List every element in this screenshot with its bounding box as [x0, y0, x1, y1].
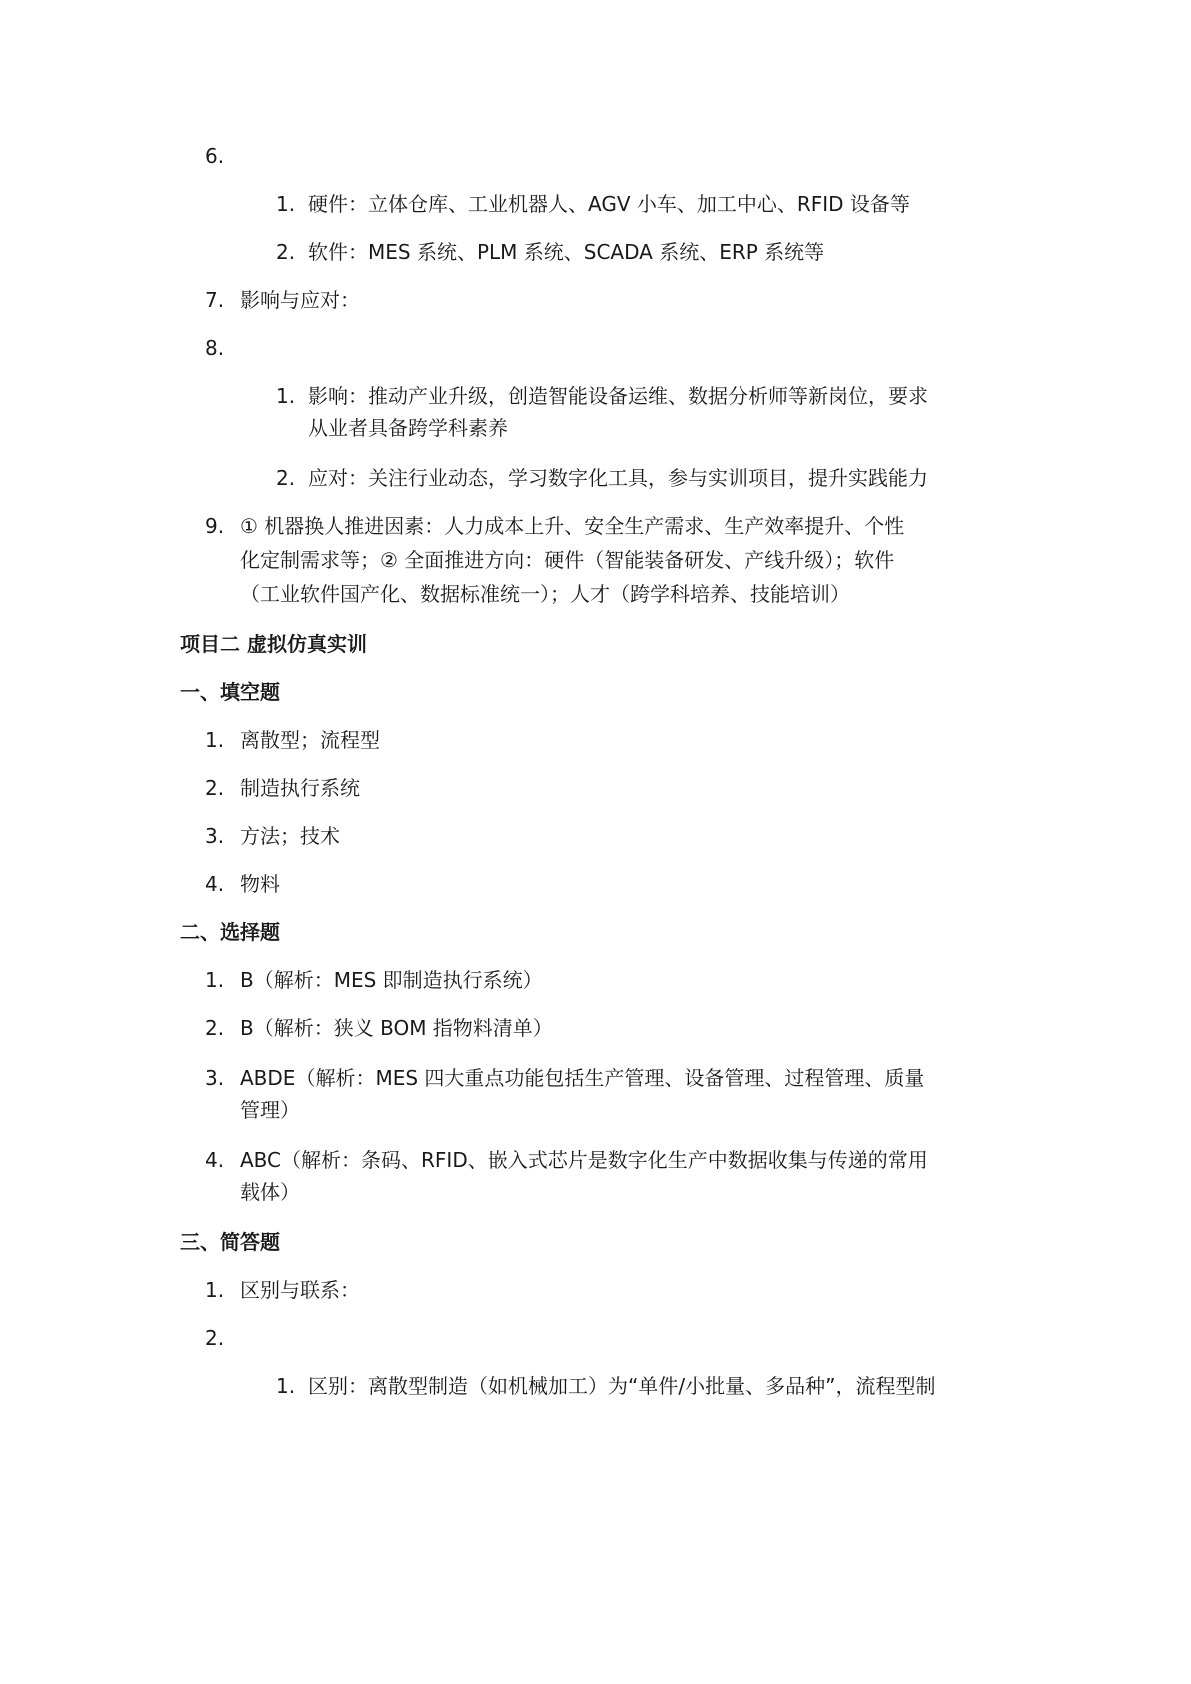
list-number: 4.	[205, 872, 225, 896]
list-number: 8.	[205, 336, 225, 360]
list-item-text: B（解析：MES 即制造执行系统）	[240, 968, 543, 992]
list-number: 9.	[205, 514, 225, 538]
section-heading: 三、简答题	[180, 1230, 280, 1254]
list-item-text-continued: 载体）	[240, 1180, 300, 1204]
list-item-text: 影响与应对：	[240, 288, 360, 312]
list-item-text: 硬件：立体仓库、工业机器人、AGV 小车、加工中心、RFID 设备等	[308, 192, 910, 216]
list-item-text: 软件：MES 系统、PLM 系统、SCADA 系统、ERP 系统等	[308, 240, 825, 264]
list-item-text-continued: 化定制需求等；② 全面推进方向：硬件（智能装备研发、产线升级）；软件	[240, 548, 895, 572]
list-item-text: ① 机器换人推进因素：人力成本上升、安全生产需求、生产效率提升、个性	[240, 514, 905, 538]
list-item-text: ABC（解析：条码、RFID、嵌入式芯片是数字化生产中数据收集与传递的常用	[240, 1148, 928, 1172]
list-number: 1.	[205, 728, 225, 752]
list-item-text: 方法；技术	[240, 824, 340, 848]
list-item-text: 制造执行系统	[240, 776, 360, 800]
list-item-text: 影响：推动产业升级，创造智能设备运维、数据分析师等新岗位，要求	[308, 384, 928, 408]
list-number: 3.	[205, 1066, 225, 1090]
list-number: 4.	[205, 1148, 225, 1172]
list-item-text: 物料	[240, 872, 280, 896]
list-item-text: ABDE（解析：MES 四大重点功能包括生产管理、设备管理、过程管理、质量	[240, 1066, 925, 1090]
list-number: 6.	[205, 144, 225, 168]
list-number: 7.	[205, 288, 225, 312]
list-item-text: 区别：离散型制造（如机械加工）为“单件/小批量、多品种”，流程型制	[308, 1374, 936, 1398]
list-number: 3.	[205, 824, 225, 848]
list-item-text-continued: 从业者具备跨学科素养	[308, 416, 508, 440]
list-item-text: B（解析：狭义 BOM 指物料清单）	[240, 1016, 553, 1040]
list-item-text-continued: （工业软件国产化、数据标准统一）；人才（跨学科培养、技能培训）	[240, 582, 850, 606]
list-number: 2.	[276, 240, 296, 264]
list-number: 1.	[276, 384, 296, 408]
list-item-text-continued: 管理）	[240, 1098, 300, 1122]
section-heading: 一、填空题	[180, 680, 280, 704]
list-number: 1.	[276, 1374, 296, 1398]
list-number: 2.	[276, 466, 296, 490]
list-number: 1.	[205, 1278, 225, 1302]
list-number: 2.	[205, 1326, 225, 1350]
list-item-text: 离散型；流程型	[240, 728, 380, 752]
list-item-text: 应对：关注行业动态，学习数字化工具，参与实训项目，提升实践能力	[308, 466, 928, 490]
list-number: 2.	[205, 776, 225, 800]
list-number: 1.	[276, 192, 296, 216]
list-item-text: 区别与联系：	[240, 1278, 360, 1302]
section-heading: 二、选择题	[180, 920, 280, 944]
list-number: 1.	[205, 968, 225, 992]
project-title: 项目二 虚拟仿真实训	[180, 632, 367, 656]
list-number: 2.	[205, 1016, 225, 1040]
